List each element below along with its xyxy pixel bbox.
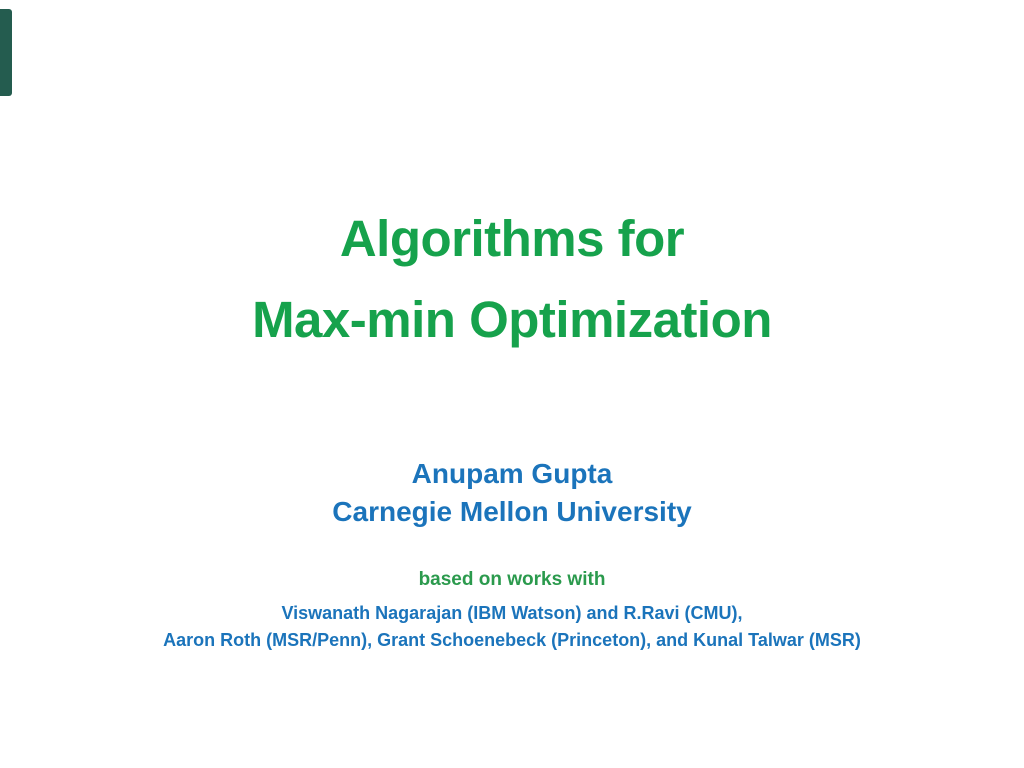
credits-block	[0, 566, 1024, 654]
credits-line-2: Aaron Roth (MSR/Penn), Grant Schoenebeck (Princeton), and Kunal Talwar (MSR)	[163, 630, 861, 650]
author-block	[0, 455, 1024, 531]
slide-title-line-1: Algorithms for	[339, 210, 685, 267]
left-accent-bar	[0, 9, 12, 96]
slide-title	[0, 198, 1024, 360]
credits-intro: based on works with	[418, 569, 606, 590]
author-name: Anupam Gupta	[411, 458, 613, 489]
slide-title-line-2: Max-min Optimization	[252, 291, 772, 348]
credits-line-1: Viswanath Nagarajan (IBM Watson) and R.Ravi (CMU),	[281, 603, 743, 623]
author-affiliation: Carnegie Mellon University	[332, 496, 692, 527]
